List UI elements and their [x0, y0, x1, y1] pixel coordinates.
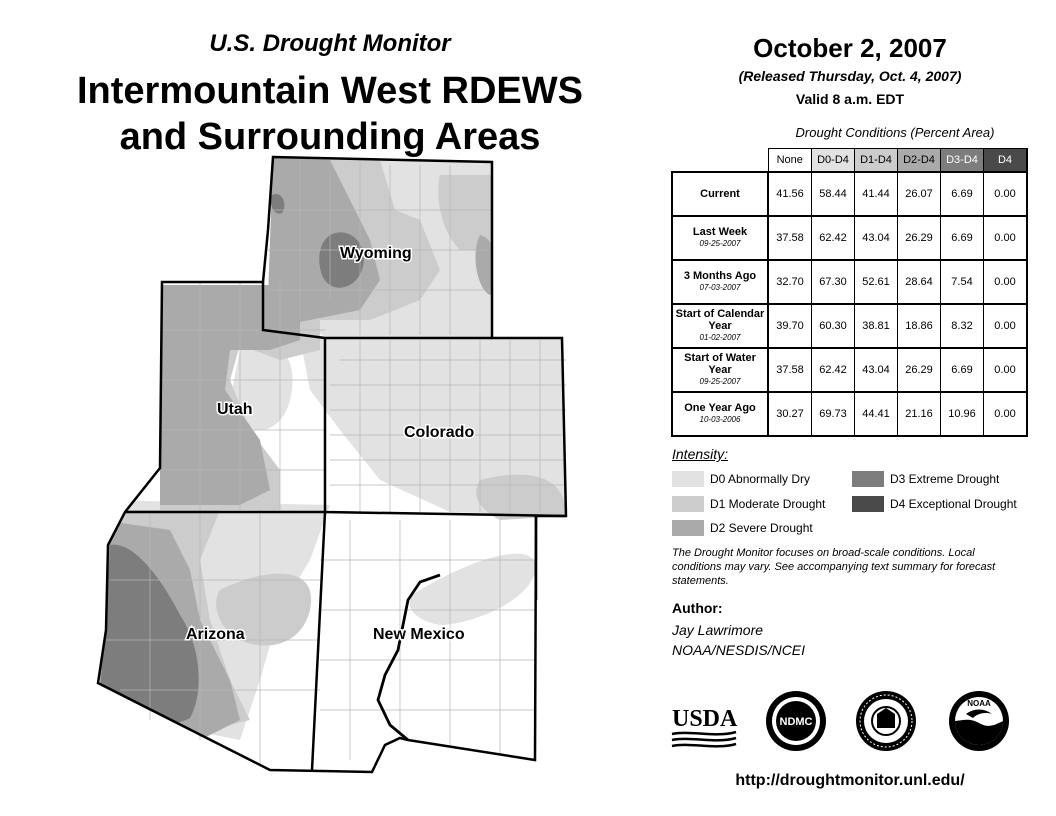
table-cell: 32.70: [768, 260, 812, 304]
map-date: October 2, 2007: [753, 33, 947, 63]
legend-label: D3 Extreme Drought: [890, 472, 1000, 486]
state-label-arizona: Arizona: [186, 626, 245, 643]
table-cell: 0.00: [984, 172, 1028, 216]
row-label-text: Start of Water Year: [684, 352, 756, 376]
legend-swatch: [852, 471, 884, 487]
row-date: 09-25-2007: [699, 239, 741, 248]
legend-label: D4 Exceptional Drought: [890, 497, 1017, 511]
legend-label: D1 Moderate Drought: [710, 497, 826, 511]
table-cell: 6.69: [941, 216, 984, 260]
table-cell: 37.58: [768, 216, 812, 260]
row-date: 09-25-2007: [699, 377, 741, 386]
table-cell: 28.64: [898, 260, 941, 304]
table-cell: 18.86: [898, 304, 941, 348]
table-cell: 7.54: [941, 260, 984, 304]
table-cell: 43.04: [855, 348, 898, 392]
row-date: 10-03-2006: [699, 415, 741, 424]
state-label-utah: Utah: [217, 401, 253, 418]
author-block: [672, 620, 805, 660]
row-date: 07-03-2007: [699, 283, 741, 292]
noaa-logo-text: NOAA: [967, 699, 991, 708]
usda-logo-text: USDA: [672, 706, 738, 732]
map-title: [20, 68, 640, 160]
legend-title: Intensity:: [672, 446, 729, 462]
row-label: [672, 348, 768, 392]
table-cell: 0.00: [984, 392, 1028, 436]
table-cell: 26.29: [898, 348, 941, 392]
legend-swatch: [672, 520, 704, 536]
table-cell: 62.42: [812, 348, 855, 392]
legend-swatch: [672, 471, 704, 487]
legend-item-d1: [672, 496, 825, 512]
table-cell: 26.07: [898, 172, 941, 216]
table-cell: 37.58: [768, 348, 812, 392]
author-org: NOAA/NESDIS/NCEI: [672, 642, 806, 658]
legend-label: D2 Severe Drought: [710, 521, 813, 535]
row-label: [672, 216, 768, 260]
release-date: (Released Thursday, Oct. 4, 2007): [738, 68, 962, 84]
table-cell: 8.32: [941, 304, 984, 348]
row-label: [672, 304, 768, 348]
col-header: D4: [984, 149, 1028, 173]
col-header: D1-D4: [855, 149, 898, 173]
col-header: D2-D4: [898, 149, 941, 173]
table-cell: 39.70: [768, 304, 812, 348]
table-cell: 69.73: [812, 392, 855, 436]
table-cell: 6.69: [941, 172, 984, 216]
map-subtitle: U.S. Drought Monitor: [209, 30, 451, 57]
table-caption: Drought Conditions (Percent Area): [795, 125, 995, 140]
table-row: [672, 260, 1027, 304]
table-cell: 26.29: [898, 216, 941, 260]
row-label-text: One Year Ago: [684, 402, 756, 414]
table-row: [672, 348, 1027, 392]
table-cell: 0.00: [984, 216, 1028, 260]
ndmc-logo-text: NDMC: [779, 716, 813, 728]
table-row: [672, 304, 1027, 348]
table-cell: 58.44: [812, 172, 855, 216]
drought-map: [0, 150, 660, 780]
row-label-text: 3 Months Ago: [683, 270, 757, 282]
table-cell: 30.27: [768, 392, 812, 436]
table-cell: 0.00: [984, 260, 1028, 304]
table-row: [672, 172, 1027, 216]
legend-item-d3: [852, 471, 999, 487]
table-cell: 41.44: [855, 172, 898, 216]
table-cell: 0.00: [984, 348, 1028, 392]
table-corner: [672, 149, 768, 173]
table-cell: 21.16: [898, 392, 941, 436]
col-header: None: [768, 149, 812, 173]
legend-swatch: [852, 496, 884, 512]
table-row: [672, 216, 1027, 260]
row-label-text: Current: [700, 188, 740, 200]
noaa-logo: [948, 690, 1010, 752]
state-label-colorado: Colorado: [404, 424, 475, 441]
table-cell: 62.42: [812, 216, 855, 260]
website-url[interactable]: http://droughtmonitor.unl.edu/: [735, 772, 965, 789]
legend-item-d2: [672, 520, 813, 536]
valid-time: Valid 8 a.m. EDT: [795, 91, 905, 107]
state-label-new-mexico: New Mexico: [373, 626, 465, 643]
col-header: D3-D4: [941, 149, 984, 173]
table-cell: 41.56: [768, 172, 812, 216]
row-label-text: Last Week: [692, 226, 748, 238]
table-cell: 67.30: [812, 260, 855, 304]
row-label: [672, 260, 768, 304]
row-date: 01-02-2007: [699, 333, 741, 342]
row-label-text: Start of Calendar Year: [675, 308, 765, 332]
author-heading: Author:: [672, 600, 723, 616]
disclaimer-note: The Drought Monitor focuses on broad-scale conditions. Local conditions may vary. See accompanying text summary for forecast statements.: [672, 547, 996, 587]
legend-swatch: [672, 496, 704, 512]
table-cell: 38.81: [855, 304, 898, 348]
table-cell: 6.69: [941, 348, 984, 392]
drought-conditions-table: [671, 148, 1028, 437]
ndmc-logo: [765, 690, 827, 752]
map-title-line-1: Intermountain West RDEWS: [77, 70, 583, 112]
table-cell: 43.04: [855, 216, 898, 260]
table-cell: 44.41: [855, 392, 898, 436]
map-title-line-2: and Surrounding Areas: [119, 116, 541, 158]
table-header-row: [672, 149, 1027, 173]
usda-logo: [670, 700, 740, 750]
row-label: [672, 172, 768, 216]
legend-item-d4: [852, 496, 1017, 512]
author-name: Jay Lawrimore: [672, 622, 764, 638]
table-cell: 10.96: [941, 392, 984, 436]
legend-item-d0: [672, 471, 810, 487]
commerce-seal-logo: [855, 690, 917, 752]
table-row: [672, 392, 1027, 436]
table-cell: 60.30: [812, 304, 855, 348]
table-cell: 0.00: [984, 304, 1028, 348]
legend-label: D0 Abnormally Dry: [710, 472, 811, 486]
state-label-wyoming: Wyoming: [340, 245, 412, 262]
row-label: [672, 392, 768, 436]
table-cell: 52.61: [855, 260, 898, 304]
col-header: D0-D4: [812, 149, 855, 173]
